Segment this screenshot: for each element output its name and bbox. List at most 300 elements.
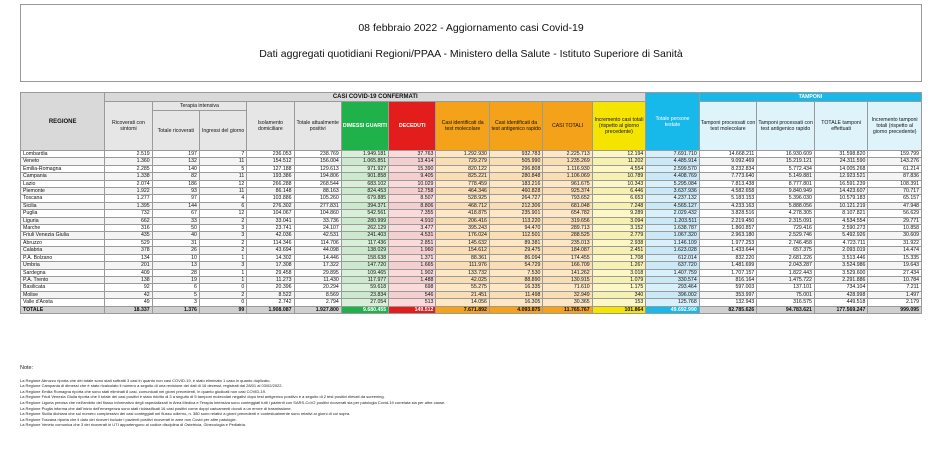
data-cell: 2 xyxy=(199,217,246,224)
data-cell: 89.381 xyxy=(489,239,542,246)
data-cell: 236.053 xyxy=(247,151,294,158)
data-cell: 729.279 xyxy=(436,158,489,165)
data-cell: 88.890 xyxy=(489,276,542,283)
data-cell: 97 xyxy=(152,195,199,202)
data-cell: 3 xyxy=(152,299,199,306)
data-cell: 8.507 xyxy=(389,195,436,202)
data-cell: 65.157 xyxy=(868,195,922,202)
data-cell: 138 xyxy=(105,276,152,283)
data-cell: 6.446 xyxy=(592,188,646,195)
data-cell: 186 xyxy=(152,180,199,187)
region-name-cell: Veneto xyxy=(21,158,105,165)
table-row xyxy=(21,202,922,209)
col-casi-totali: CASI TOTALI xyxy=(543,102,592,151)
data-cell: 3.018 xyxy=(592,269,646,276)
data-cell: 1.065.851 xyxy=(341,158,388,165)
data-cell: 597.003 xyxy=(699,284,757,291)
data-cell: 42.025 xyxy=(436,276,489,283)
region-name-cell: Calabria xyxy=(21,247,105,254)
data-cell: 17.322 xyxy=(294,262,341,269)
data-cell: 1.267 xyxy=(592,262,646,269)
data-cell: 266.288 xyxy=(247,180,294,187)
data-cell: 31.598.820 xyxy=(814,151,867,158)
totals-cell: 1.927.800 xyxy=(294,306,341,313)
note-line: La Regione Veneto comunica che 3 dei ricoverati in UTI appartengono al codice disciplina di Ostetricia, Ginecologia e Pediatria. xyxy=(20,422,246,428)
data-cell: 19.643 xyxy=(868,262,922,269)
data-cell: 43.694 xyxy=(247,247,294,254)
data-cell: 9.092.469 xyxy=(699,158,757,165)
col-ti-ingressi: Ingressi del giorno xyxy=(199,111,246,151)
data-cell: 33.736 xyxy=(294,217,341,224)
col-positivi: Totale attualmente positivi xyxy=(294,102,341,151)
data-cell: 2.519 xyxy=(105,151,152,158)
data-cell: 27.434 xyxy=(868,269,922,276)
data-cell: 4.278.305 xyxy=(757,210,815,217)
data-cell: 129.613 xyxy=(294,165,341,172)
data-cell: 42 xyxy=(105,291,152,298)
data-cell: 268.544 xyxy=(294,180,341,187)
data-cell: 16.930.609 xyxy=(757,151,815,158)
data-cell: 971.927 xyxy=(341,165,388,172)
data-cell: 277.831 xyxy=(294,202,341,209)
data-cell: 7.355 xyxy=(389,210,436,217)
table-row xyxy=(21,180,922,187)
data-cell: 49 xyxy=(105,299,152,306)
data-cell: 1.175 xyxy=(592,284,646,291)
totals-cell: 49.692.990 xyxy=(646,306,699,313)
data-cell: 662 xyxy=(105,217,152,224)
data-cell: 105.260 xyxy=(294,195,341,202)
data-cell: 6 xyxy=(199,202,246,209)
data-cell: 132.943 xyxy=(699,299,757,306)
data-cell: 12.194 xyxy=(592,151,646,158)
data-cell: 47.948 xyxy=(868,202,922,209)
data-cell: 1.277 xyxy=(105,195,152,202)
col-tamponi-molecolare: Tamponi processati con test molecolare xyxy=(699,102,757,151)
table-row xyxy=(21,173,922,180)
data-cell: 1.292.930 xyxy=(436,151,489,158)
data-cell: 26 xyxy=(152,247,199,254)
data-cell: 12 xyxy=(199,210,246,217)
data-cell: 2.219.450 xyxy=(699,217,757,224)
data-cell: 20.396 xyxy=(247,284,294,291)
data-cell: 1 xyxy=(199,276,246,283)
data-cell: 5.492.926 xyxy=(814,232,867,239)
data-cell: 29.771 xyxy=(868,217,922,224)
data-cell: 114.706 xyxy=(294,239,341,246)
region-name-cell: Emilia-Romagna xyxy=(21,165,105,172)
data-cell: 1.116.930 xyxy=(543,165,592,172)
data-cell: 104.860 xyxy=(294,210,341,217)
data-cell: 698 xyxy=(389,284,436,291)
data-cell: 138.029 xyxy=(341,247,388,254)
data-cell: 1.902 xyxy=(389,269,436,276)
data-cell: 2 xyxy=(199,247,246,254)
data-cell: 29.458 xyxy=(247,269,294,276)
data-cell: 88.163 xyxy=(294,188,341,195)
data-cell: 201 xyxy=(105,262,152,269)
data-cell: 9.840.949 xyxy=(757,188,815,195)
data-cell: 9.289 xyxy=(592,210,646,217)
data-cell: 528.925 xyxy=(436,195,489,202)
data-cell: 8.569 xyxy=(294,291,341,298)
data-cell: 145.632 xyxy=(436,239,489,246)
data-cell: 24.311.590 xyxy=(814,158,867,165)
data-cell: 61.214 xyxy=(868,165,922,172)
data-cell: 1.395 xyxy=(105,202,152,209)
data-cell: 2.529.746 xyxy=(757,232,815,239)
data-cell: 11 xyxy=(199,173,246,180)
table-row xyxy=(21,262,922,269)
data-cell: 12.923.521 xyxy=(814,173,867,180)
data-cell: 340 xyxy=(592,291,646,298)
data-cell: 87.836 xyxy=(868,173,922,180)
data-cell: 158.638 xyxy=(341,254,388,261)
data-cell: 2.742 xyxy=(247,299,294,306)
data-cell: 1.623.028 xyxy=(646,247,699,254)
data-cell: 262.129 xyxy=(341,225,388,232)
data-cell: 14.446 xyxy=(294,254,341,261)
data-cell: 32.949 xyxy=(543,291,592,298)
data-cell: 1.146.109 xyxy=(646,239,699,246)
totals-cell: 101.864 xyxy=(592,306,646,313)
data-cell: 7.691.710 xyxy=(646,151,699,158)
data-cell: 30.365 xyxy=(543,299,592,306)
table-row xyxy=(21,254,922,261)
data-cell: 13.414 xyxy=(389,158,436,165)
data-cell: 94.470 xyxy=(489,225,542,232)
totals-row xyxy=(21,306,922,313)
data-cell: 1.960 xyxy=(389,247,436,254)
data-cell: 0 xyxy=(199,284,246,291)
data-cell: 296.808 xyxy=(489,165,542,172)
data-cell: 513 xyxy=(389,299,436,306)
data-cell: 42.036 xyxy=(247,232,294,239)
data-cell: 111.976 xyxy=(436,262,489,269)
totals-label: TOTALE xyxy=(21,306,105,313)
data-cell: 7.813.438 xyxy=(699,180,757,187)
data-cell: 418.875 xyxy=(436,210,489,217)
data-cell: 3 xyxy=(199,232,246,239)
note-line: La Regione Puglia informa che dall'inizio dell'emergenza sono stati riclassificati 16 casi positivi come doppi caricamenti dovuti a un errore di trasmissione. xyxy=(20,405,292,411)
data-cell: 56.629 xyxy=(868,210,922,217)
data-cell: 133.732 xyxy=(436,269,489,276)
data-cell: 5.772.434 xyxy=(757,165,815,172)
data-cell: 5.888.056 xyxy=(757,202,815,209)
data-cell: 4.531 xyxy=(389,232,436,239)
region-name-cell: Liguria xyxy=(21,217,105,224)
data-cell: 17.308 xyxy=(247,262,294,269)
data-cell: 31.922 xyxy=(868,239,922,246)
totals-cell: 9.680.455 xyxy=(341,306,388,313)
data-cell: 125.768 xyxy=(646,299,699,306)
data-cell: 44.098 xyxy=(294,247,341,254)
data-cell: 11.430 xyxy=(294,276,341,283)
data-cell: 1.638.787 xyxy=(646,225,699,232)
data-cell: 14.302 xyxy=(247,254,294,261)
data-cell: 1.922 xyxy=(105,188,152,195)
data-cell: 2.590.273 xyxy=(814,225,867,232)
data-cell: 3.477 xyxy=(389,225,436,232)
note-line: La Regione Sicilia dichiara che sul numero complessivo dei casi conteggiati nel flusso odierno, n. 380 sono relativi a giorni precedenti e contestualmente sono relativi ai giorni di cui sopra. xyxy=(20,411,351,417)
data-cell: 11 xyxy=(199,188,246,195)
data-cell: 137.101 xyxy=(757,284,815,291)
data-cell: 241.403 xyxy=(341,232,388,239)
data-cell: 820.122 xyxy=(436,165,489,172)
data-cell: 11.498 xyxy=(489,291,542,298)
data-cell: 3.828.516 xyxy=(699,210,757,217)
data-cell: 925.374 xyxy=(543,188,592,195)
region-name-cell: Basilicata xyxy=(21,284,105,291)
data-cell: 176.024 xyxy=(436,232,489,239)
data-cell: 276.302 xyxy=(247,202,294,209)
data-cell: 140 xyxy=(152,165,199,172)
data-cell: 71.610 xyxy=(543,284,592,291)
band-tamponi: TAMPONI xyxy=(699,93,921,102)
region-name-cell: Toscana xyxy=(21,195,105,202)
data-cell: 1.106.069 xyxy=(543,173,592,180)
region-name-cell: Campania xyxy=(21,173,105,180)
data-cell: 235.901 xyxy=(489,210,542,217)
note-line: La Regione Abruzzo riporta che dei totale sono stati sottratti 3 casi in quanto non casi COVID-19, è stato eliminato 1 caso in quanto duplicato. xyxy=(20,377,271,383)
totals-cell: 11.765.767 xyxy=(543,306,592,313)
table-row xyxy=(21,225,922,232)
region-name-cell: Lazio xyxy=(21,180,105,187)
data-cell: 4.565.127 xyxy=(646,202,699,209)
data-cell: 235.013 xyxy=(543,239,592,246)
data-cell: 637.720 xyxy=(646,262,699,269)
data-cell: 166.709 xyxy=(543,262,592,269)
data-cell: 4.582.658 xyxy=(699,188,757,195)
data-cell: 1.338 xyxy=(105,173,152,180)
data-cell: 1.497 xyxy=(868,291,922,298)
region-name-cell: Sicilia xyxy=(21,202,105,209)
data-cell: 14.474 xyxy=(868,247,922,254)
data-cell: 449.518 xyxy=(814,299,867,306)
table-body xyxy=(21,151,922,314)
data-cell: 5.149.881 xyxy=(757,173,815,180)
data-cell: 19 xyxy=(152,276,199,283)
data-cell: 154.612 xyxy=(436,247,489,254)
data-cell: 2.681.226 xyxy=(757,254,815,261)
data-cell: 1.481.699 xyxy=(699,262,757,269)
data-cell: 7.211 xyxy=(868,284,922,291)
table-row xyxy=(21,217,922,224)
col-dimessi: DIMESSI GUARITI xyxy=(341,102,388,151)
data-cell: 5.396.030 xyxy=(757,195,815,202)
report-subtitle: Dati aggregati quotidiani Regioni/PPAA - Ministero della Salute - Istituto Superiore di Sanità xyxy=(259,48,683,60)
data-cell: 15.219.121 xyxy=(757,158,815,165)
region-name-cell: P.A. Trento xyxy=(21,276,105,283)
table-row xyxy=(21,210,922,217)
data-cell: 4.554 xyxy=(592,165,646,172)
data-cell: 174.455 xyxy=(543,254,592,261)
data-cell: 2.225.713 xyxy=(543,151,592,158)
data-cell: 27.054 xyxy=(341,299,388,306)
data-cell: 30.609 xyxy=(868,232,922,239)
data-cell: 117.436 xyxy=(341,239,388,246)
region-name-cell: Molise xyxy=(21,291,105,298)
col-incremento-casi: Incremento casi totali (rispetto al giorno precedente) xyxy=(592,102,646,151)
data-cell: 2.043.287 xyxy=(757,262,815,269)
data-cell: 10.858 xyxy=(868,225,922,232)
data-cell: 23.834 xyxy=(341,291,388,298)
region-name-cell: Abruzzo xyxy=(21,239,105,246)
data-cell: 378 xyxy=(105,247,152,254)
notes-section xyxy=(20,366,930,428)
data-cell: 428.998 xyxy=(814,291,867,298)
data-cell: 2 xyxy=(199,239,246,246)
data-cell: 280.848 xyxy=(489,173,542,180)
data-cell: 825.221 xyxy=(436,173,489,180)
data-cell: 932.783 xyxy=(489,151,542,158)
region-name-cell: P.A. Bolzano xyxy=(21,254,105,261)
data-cell: 542.561 xyxy=(341,210,388,217)
data-cell: 33 xyxy=(152,217,199,224)
region-name-cell: Friuli Venezia Giulia xyxy=(21,232,105,239)
data-cell: 3.513.446 xyxy=(814,254,867,261)
data-cell: 130.915 xyxy=(543,276,592,283)
data-cell: 16.335 xyxy=(489,284,542,291)
data-cell: 54.729 xyxy=(489,262,542,269)
col-ricoverati: Ricoverati con sintomi xyxy=(105,102,152,151)
data-cell: 353.997 xyxy=(699,291,757,298)
data-cell: 153 xyxy=(592,299,646,306)
note-line: La Regione Toscana riporta che il dato dei ricoveri include i pazienti positivi ricoverati in aree non Covid per altre patologie. xyxy=(20,416,237,422)
data-cell: 8.806 xyxy=(389,202,436,209)
data-cell: 92 xyxy=(105,284,152,291)
totals-cell: 82.785.626 xyxy=(699,306,757,313)
data-cell: 679.885 xyxy=(341,195,388,202)
data-cell: 3.529.600 xyxy=(814,269,867,276)
data-cell: 159.799 xyxy=(868,151,922,158)
data-cell: 793.652 xyxy=(543,195,592,202)
data-cell: 86.094 xyxy=(489,254,542,261)
data-cell: 3.152 xyxy=(592,225,646,232)
data-cell: 113.220 xyxy=(489,217,542,224)
data-cell: 505.990 xyxy=(489,158,542,165)
data-cell: 75.001 xyxy=(757,291,815,298)
data-cell: 12.758 xyxy=(389,188,436,195)
notes-list xyxy=(20,378,930,428)
data-cell: 288.525 xyxy=(543,232,592,239)
data-cell: 683.102 xyxy=(341,180,388,187)
data-cell: 681.048 xyxy=(543,202,592,209)
data-cell: 732 xyxy=(105,210,152,217)
col-deceduti: DECEDUTI xyxy=(389,102,436,151)
col-tamponi-totale: TOTALE tamponi effettuati xyxy=(814,102,867,151)
data-cell: 29.895 xyxy=(294,269,341,276)
col-incremento-tamponi: Incremento tamponi totali (rispetto al giorno precedente) xyxy=(868,102,922,151)
data-cell: 147.720 xyxy=(341,262,388,269)
data-cell: 1.079 xyxy=(592,276,646,283)
data-cell: 4.723.711 xyxy=(814,239,867,246)
table-row xyxy=(21,247,922,254)
data-cell: 42.531 xyxy=(294,232,341,239)
data-cell: 3.637.936 xyxy=(646,188,699,195)
data-cell: 460.828 xyxy=(489,188,542,195)
table-row xyxy=(21,158,922,165)
data-cell: 464.346 xyxy=(436,188,489,195)
data-cell: 12 xyxy=(199,180,246,187)
data-cell: 2.746.458 xyxy=(757,239,815,246)
data-cell: 2.074 xyxy=(105,180,152,187)
data-cell: 7.773.640 xyxy=(699,173,757,180)
data-cell: 11.202 xyxy=(592,158,646,165)
note-line: La Regione Liguria precisa che nell'ambito del flusso informativo degli ospedalizzati in Area Medica e Terapia Intensiva sono conteggiati tutti i pazienti con SARS-CoV2 positivi ricoverati sia per patologia Covid-19 correlata sia per altre cause. xyxy=(20,399,446,405)
data-cell: 4.233.163 xyxy=(699,202,757,209)
totals-cell: 7.671.892 xyxy=(436,306,489,313)
data-cell: 2.779 xyxy=(592,232,646,239)
totals-cell: 4.093.875 xyxy=(489,306,542,313)
table-row xyxy=(21,232,922,239)
data-cell: 4.485.914 xyxy=(646,158,699,165)
data-cell: 16.305 xyxy=(489,299,542,306)
data-cell: 10.343 xyxy=(592,180,646,187)
data-cell: 2.851 xyxy=(389,239,436,246)
data-cell: 5 xyxy=(152,291,199,298)
data-cell: 2.599.570 xyxy=(646,165,699,172)
col-antigenico: Casi identificati da test antigenico rapido xyxy=(489,102,542,151)
data-cell: 144 xyxy=(152,202,199,209)
region-name-cell: Piemonte xyxy=(21,188,105,195)
table-row xyxy=(21,276,922,283)
table-row xyxy=(21,299,922,306)
region-name-cell: Umbria xyxy=(21,262,105,269)
data-cell: 141.262 xyxy=(543,269,592,276)
data-cell: 0 xyxy=(199,299,246,306)
data-cell: 2.179 xyxy=(868,299,922,306)
data-cell: 293.464 xyxy=(646,284,699,291)
col-persone-testate: Totale persone testate xyxy=(646,93,699,151)
totals-cell: 94.783.621 xyxy=(757,306,815,313)
totals-cell: 1.908.087 xyxy=(247,306,294,313)
table-row xyxy=(21,269,922,276)
data-cell: 112.501 xyxy=(489,232,542,239)
data-cell: 143.276 xyxy=(868,158,922,165)
data-cell: 8.232.834 xyxy=(699,165,757,172)
report-title: 08 febbraio 2022 - Aggiornamento casi Covid-19 xyxy=(358,22,584,34)
data-cell: 4.237.132 xyxy=(646,195,699,202)
data-cell: 2.963.180 xyxy=(699,232,757,239)
data-cell: 280.999 xyxy=(341,217,388,224)
col-molecolare: Casi identificati da test molecolare xyxy=(436,102,489,151)
data-cell: 59.618 xyxy=(341,284,388,291)
data-cell: 816.164 xyxy=(699,276,757,283)
data-cell: 612.014 xyxy=(646,254,699,261)
data-cell: 1.707.157 xyxy=(699,269,757,276)
data-cell: 127.188 xyxy=(247,165,294,172)
data-cell: 2.938 xyxy=(592,239,646,246)
data-cell: 10.784 xyxy=(868,276,922,283)
table-row xyxy=(21,291,922,298)
data-cell: 1.977.253 xyxy=(699,239,757,246)
data-cell: 394.371 xyxy=(341,202,388,209)
report-header xyxy=(20,4,922,82)
data-cell: 50 xyxy=(152,225,199,232)
data-cell: 1.708 xyxy=(592,254,646,261)
data-cell: 4 xyxy=(199,195,246,202)
data-cell: 1 xyxy=(199,269,246,276)
data-cell: 8.777.801 xyxy=(757,180,815,187)
data-cell: 264.727 xyxy=(489,195,542,202)
data-cell: 1.360 xyxy=(105,158,152,165)
data-cell: 28 xyxy=(152,269,199,276)
data-cell: 117.977 xyxy=(341,276,388,283)
data-cell: 734.104 xyxy=(814,284,867,291)
data-cell: 2.315.091 xyxy=(757,217,815,224)
data-cell: 16.591.239 xyxy=(814,180,867,187)
